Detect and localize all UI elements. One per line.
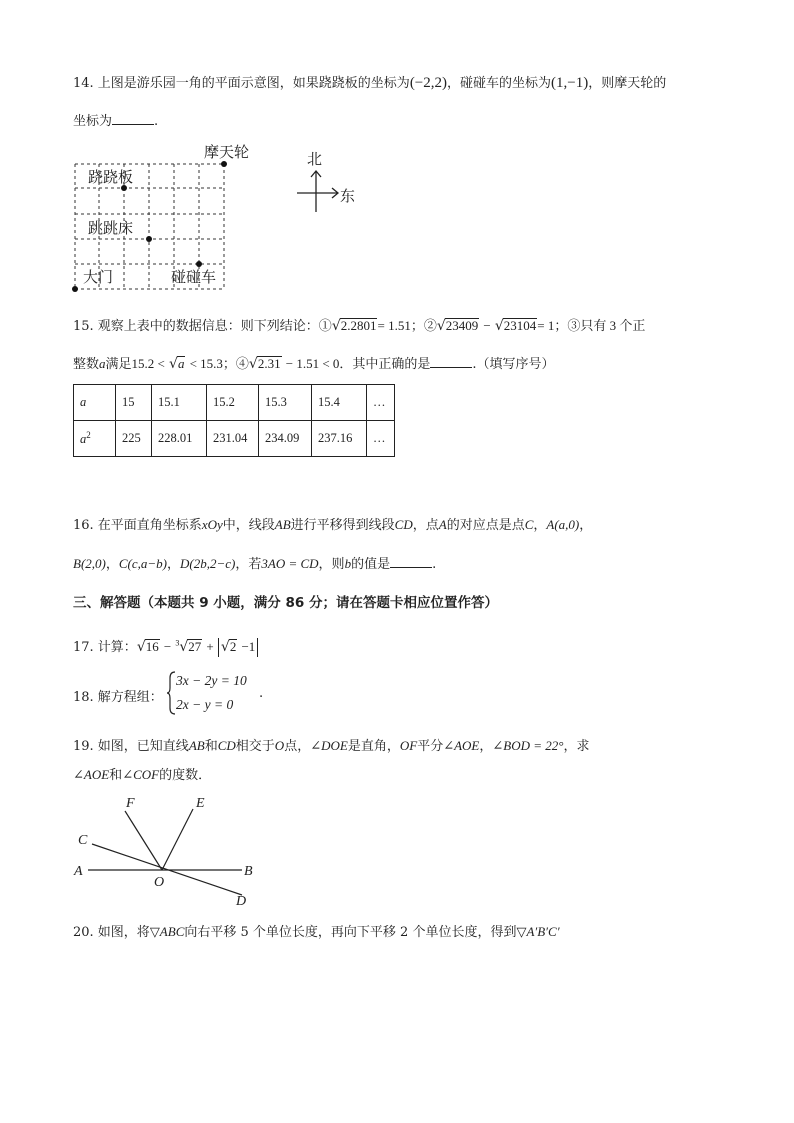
q16-text: ，若 <box>235 557 262 572</box>
q19-text: 点， <box>284 739 311 754</box>
q18-end: . <box>259 686 264 701</box>
math: ∠AOE <box>73 767 110 782</box>
label-F: F <box>126 796 135 811</box>
label-A: A <box>74 864 83 879</box>
label-E: E <box>196 796 205 811</box>
q19-text: ，求 <box>563 739 590 754</box>
bumper-coordinate: (1,−1) <box>551 75 589 91</box>
root-index: 3 <box>175 638 180 648</box>
equation-2: 2x − y = 0 <box>176 697 234 712</box>
q20-text: 20. 如图，将 <box>73 925 150 940</box>
table-row <box>74 421 395 457</box>
north-label: 北 <box>307 150 323 168</box>
table-cell: 15 <box>116 385 152 421</box>
table-cell: 15.2 <box>207 385 259 421</box>
q14-line2 <box>73 110 158 129</box>
q19-text: 是直角， <box>347 739 400 754</box>
q19-text: 和 <box>204 739 218 754</box>
equation-1: 3x − 2y = 10 <box>176 673 247 688</box>
q15-text: 满足 <box>105 357 132 372</box>
table-cell: 234.09 <box>259 421 312 457</box>
sqrt-icon: √ <box>331 318 341 334</box>
radicand: 27 <box>188 639 202 654</box>
q16-text: ， <box>533 518 547 533</box>
table-cell: 231.04 <box>207 421 259 457</box>
ferris-wheel-label: 摩天轮 <box>204 143 250 161</box>
seesaw-coordinate: (−2,2) <box>409 75 448 91</box>
math: A(a,0) <box>546 517 580 532</box>
square-table <box>73 384 395 457</box>
plus-sign: + <box>206 639 214 654</box>
math: ∠AOE <box>443 738 480 753</box>
absolute-value <box>218 638 258 657</box>
q20-line1 <box>73 921 560 940</box>
table-cell: 15.4 <box>312 385 367 421</box>
label-B: B <box>244 864 253 879</box>
q16-text: 的值是 <box>351 557 391 572</box>
table-cell: 15.3 <box>259 385 312 421</box>
q19-line2 <box>73 764 211 783</box>
answer-blank[interactable] <box>112 112 154 125</box>
radicand: 23104 <box>503 318 537 333</box>
q16-text: ， <box>167 557 181 572</box>
table-head-sup: 2 <box>86 429 91 440</box>
q18-label: 18. 解方程组： <box>73 690 163 705</box>
q16-line2 <box>73 553 436 572</box>
q19-line1 <box>73 735 590 754</box>
math: 3AO = CD <box>261 556 319 571</box>
seesaw-label: 跷跷板 <box>88 168 134 186</box>
sqrt-icon: √ <box>436 318 446 334</box>
minus-sign: − <box>483 318 491 333</box>
label-C: C <box>78 833 88 848</box>
ferris-wheel-point <box>221 161 227 167</box>
sqrt-icon: √ <box>220 639 230 655</box>
q14-text: 坐标为 <box>73 114 113 129</box>
table-cell: a <box>74 385 116 421</box>
sqrt-icon: √ <box>136 639 146 655</box>
q15-text: 整数 <box>73 357 100 372</box>
east-label: 东 <box>340 187 356 205</box>
trampoline-label: 跳跳床 <box>88 219 134 237</box>
table-cell: 237.16 <box>312 421 367 457</box>
table-cell: … <box>367 385 395 421</box>
radicand: 16 <box>145 639 159 654</box>
inequality: < 15.3；④ <box>189 356 249 371</box>
q19-text: 的度数． <box>159 768 212 783</box>
inequality: 15.2 < <box>131 356 165 371</box>
sqrt-icon: √ <box>494 318 504 334</box>
table-cell <box>74 421 116 457</box>
q17 <box>73 636 258 655</box>
math: ∠COF <box>122 767 160 782</box>
math: AB <box>274 517 291 532</box>
label-O: O <box>154 875 165 890</box>
variable-a: a <box>99 356 106 371</box>
bumper-car-label: 碰碰车 <box>171 268 217 286</box>
q16-text: 进行平移得到线段 <box>290 518 395 533</box>
q15-text: = 1.51；② <box>377 318 437 333</box>
q16-text: ， <box>105 557 119 572</box>
radicand: 2.2801 <box>340 318 377 333</box>
q19-text: 平分 <box>417 739 444 754</box>
gate-point <box>72 286 78 292</box>
q15-text: .（填写序号） <box>472 357 555 372</box>
angle-figure <box>70 792 270 907</box>
math: OF <box>399 738 418 753</box>
math: xOy <box>201 517 223 532</box>
math: AB <box>188 738 205 753</box>
q16-line1 <box>73 514 592 533</box>
table-cell: 228.01 <box>152 421 207 457</box>
q15-text: − 1.51 < 0．其中正确的是 <box>285 356 431 371</box>
math: ∠DOE <box>310 738 348 753</box>
q16-text: . <box>432 557 437 572</box>
math: A <box>438 517 447 532</box>
q15-text: 15. 观察上表中的数据信息：则下列结论：① <box>73 319 332 334</box>
q19-text: 相交于 <box>235 739 275 754</box>
math: ▽ABC <box>149 924 185 939</box>
q16-text: 16. 在平面直角坐标系 <box>73 518 202 533</box>
section-heading: 三、解答题（本题共 9 小题，满分 86 分；请在答题卡相应位置作答） <box>73 595 498 611</box>
radicand: 2.31 <box>257 356 281 371</box>
gate-label: 大门 <box>83 268 114 286</box>
q19-text: 19. 如图，已知直线 <box>73 739 189 754</box>
q16-text: 的对应点是点 <box>446 518 525 533</box>
q14-text: . <box>154 114 159 129</box>
answer-blank[interactable] <box>430 355 472 368</box>
q20-text: 向右平移 5 个单位长度，再向下平移 2 个单位长度，得到 <box>184 925 517 940</box>
q16-text: ，则 <box>318 557 345 572</box>
math: CD <box>217 738 236 753</box>
q15-text: = 1；③只有 3 个正 <box>537 318 646 333</box>
math: D(2b,2−c) <box>180 556 236 571</box>
minus-sign: − <box>163 639 172 654</box>
trampoline-point <box>146 236 152 242</box>
math: b <box>344 556 352 571</box>
q16-text: 中，线段 <box>222 518 275 533</box>
bumper-car-point <box>196 261 202 267</box>
math: ∠BOD = 22° <box>492 738 564 753</box>
ray-OE <box>162 809 193 870</box>
q19-text: 和 <box>109 768 123 783</box>
table-row <box>74 385 395 421</box>
math: C <box>524 517 534 532</box>
brace-icon <box>166 670 176 716</box>
radicand: 23409 <box>445 318 479 333</box>
q15-line2 <box>73 353 555 372</box>
math: −1 <box>241 639 256 654</box>
q16-text: ， <box>579 518 593 533</box>
q14-text: 14. 上图是游乐园一角的平面示意图，如果跷跷板的坐标为 <box>73 76 410 91</box>
label-D: D <box>236 894 247 907</box>
radicand: 2 <box>229 639 237 654</box>
math: C(c,a−b) <box>118 556 167 571</box>
q15-line1 <box>73 315 645 334</box>
table-cell: 225 <box>116 421 152 457</box>
math: CD <box>394 517 413 532</box>
table-head-base: a <box>80 432 87 447</box>
table-cell: … <box>367 421 395 457</box>
q16-text: ，点 <box>412 518 439 533</box>
answer-blank[interactable] <box>390 555 432 568</box>
table-cell: 15.1 <box>152 385 207 421</box>
q14-line1 <box>73 72 666 92</box>
cube-root-icon: √ <box>179 639 189 655</box>
q19-text: ， <box>479 739 493 754</box>
math: O <box>274 738 285 753</box>
sqrt-icon: √ <box>169 356 178 372</box>
q14-text: ，则摩天轮的 <box>588 76 667 91</box>
compass-icon <box>297 171 338 212</box>
sqrt-icon: √ <box>248 356 258 372</box>
q17-label: 17. 计算： <box>73 640 137 655</box>
radicand: a <box>177 356 185 371</box>
math: B(2,0) <box>73 556 106 571</box>
park-map <box>68 140 368 300</box>
math: ▽A′B′C′ <box>516 924 560 939</box>
q14-text: ，碰碰车的坐标为 <box>447 76 552 91</box>
